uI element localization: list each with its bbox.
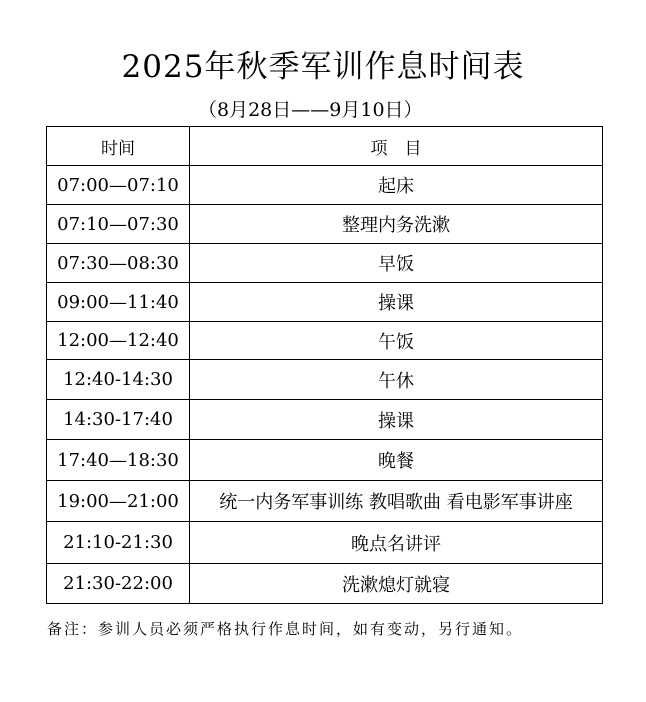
row-time: 14:30-17:40 [47,400,190,440]
table-row [47,244,603,283]
table-row [47,322,603,360]
page-title: 2025年秋季军训作息时间表 [121,49,525,85]
row-item: 操课 [190,283,603,322]
row-time: 09:00—11:40 [47,283,190,322]
row-item: 早饭 [190,244,603,283]
table-row [47,283,603,322]
row-item: 起床 [190,166,603,205]
row-time: 21:10-21:30 [47,522,190,564]
footnote-remark: 备注：参训人员必须严格执行作息时间，如有变动，另行通知。 [47,620,524,638]
row-time: 19:00—21:00 [47,481,190,522]
table-row [47,522,603,564]
row-item: 晚点名讲评 [190,522,603,564]
row-item: 洗漱熄灯就寝 [190,564,603,604]
row-time: 12:40-14:30 [47,360,190,400]
table-row [47,481,603,522]
table-row [47,360,603,400]
row-time: 07:30—08:30 [47,244,190,283]
row-item: 整理内务洗漱 [190,205,603,244]
table-row [47,400,603,440]
table-row [47,564,603,604]
row-item: 午休 [190,360,603,400]
header-item: 项 目 [190,127,603,166]
row-time: 07:00—07:10 [47,166,190,205]
row-item: 统一内务军事训练 教唱歌曲 看电影军事讲座 [190,481,603,522]
table-row [47,205,603,244]
row-time: 07:10—07:30 [47,205,190,244]
row-item: 午饭 [190,322,603,360]
row-item: 晚餐 [190,440,603,481]
row-item: 操课 [190,400,603,440]
row-time: 21:30-22:00 [47,564,190,604]
row-time: 17:40—18:30 [47,440,190,481]
schedule-table [46,126,603,604]
row-time: 12:00—12:40 [47,322,190,360]
date-range-subtitle: （8月28日——9月10日） [198,99,423,121]
table-row [47,166,603,205]
table-row [47,440,603,481]
table-header-row [47,127,603,166]
header-time: 时间 [47,127,190,166]
